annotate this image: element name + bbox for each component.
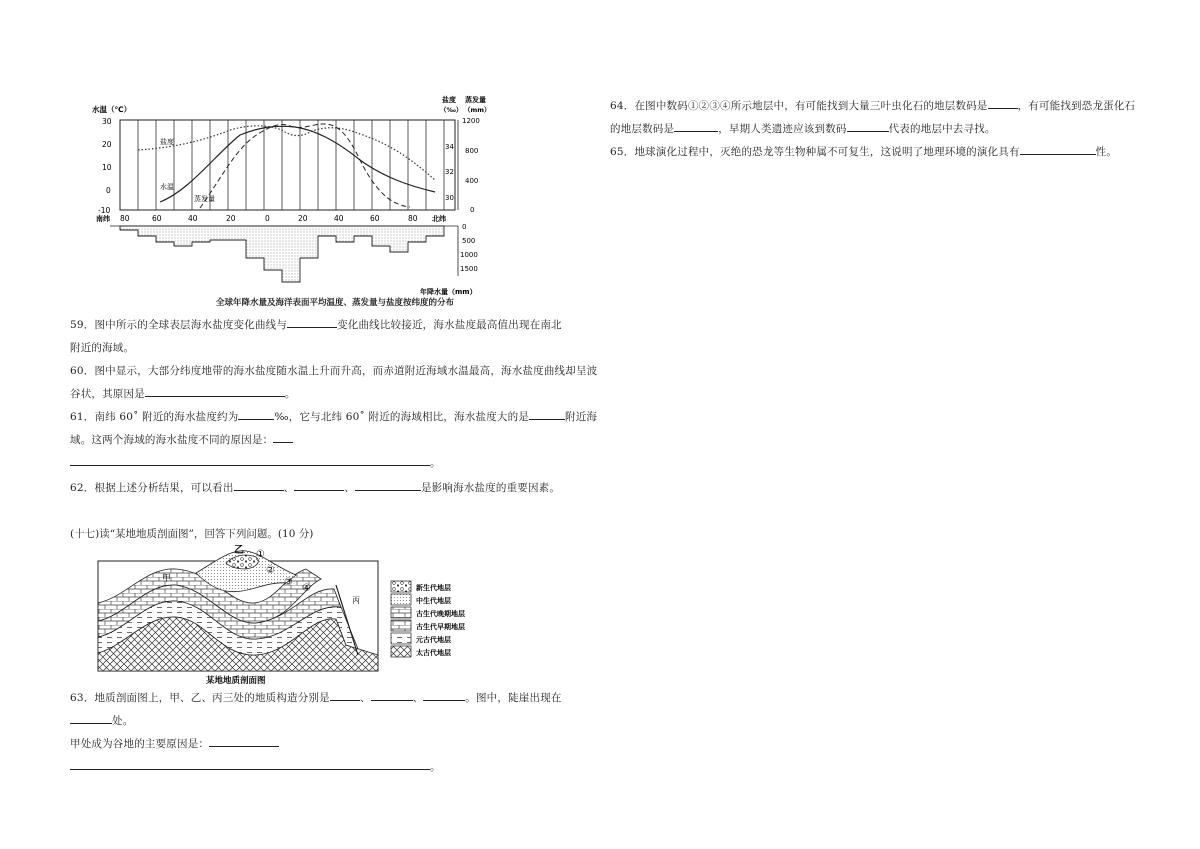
- evap-tick-label: 400: [465, 177, 479, 185]
- answer-blank[interactable]: [423, 688, 465, 701]
- answer-blank[interactable]: [209, 734, 279, 747]
- marker-1: ①: [256, 549, 265, 560]
- temperature-curve-label: 水温: [160, 183, 174, 191]
- latitude-distribution-chart: [90, 90, 510, 300]
- legend-item: 太古代地层: [416, 649, 451, 657]
- precipitation-bars: [120, 226, 444, 282]
- answer-blank[interactable]: [847, 119, 889, 132]
- answer-blank[interactable]: [287, 315, 337, 328]
- answer-blank[interactable]: [529, 407, 565, 420]
- x-tick-label: 20: [298, 214, 308, 223]
- answer-blank[interactable]: [294, 478, 344, 491]
- left-tick-label: -10: [98, 206, 111, 215]
- salinity-tick-label: 34: [445, 143, 454, 151]
- salinity-curve: [138, 126, 435, 180]
- question-59: 59．图中所示的全球表层海水盐度变化曲线与 变化曲线比较接近，海水盐度最高值出现在南北 附近的海域。: [70, 314, 600, 360]
- evap-tick-label: 800: [465, 147, 479, 155]
- left-column: [70, 90, 600, 779]
- answer-blank[interactable]: [145, 384, 285, 397]
- salinity-axis-label: 盐度: [442, 96, 456, 104]
- question-62: 62．根据上述分析结果，可以看出 、 、 是影响海水盐度的重要因素。: [70, 477, 600, 500]
- answer-blank[interactable]: [234, 478, 284, 491]
- question-64: 64．在图中数码①②③④所示地层中，有可能找到大量三叶虫化石的地层数码是 ，有可能找到恐龙蛋化石 的地层数码是 ，早期人类遗迹应该到数码 代表的地层中去寻找。: [610, 95, 1170, 141]
- evaporation-curve: [200, 124, 410, 208]
- answer-blank[interactable]: [330, 688, 360, 701]
- left-tick-label: 10: [102, 163, 112, 172]
- precip-tick-label: 1000: [460, 251, 478, 259]
- answer-blank[interactable]: [355, 478, 421, 491]
- temperature-curve: [160, 126, 435, 202]
- precip-axis-label: 年降水量（mm）: [420, 288, 477, 296]
- x-tick-label: 40: [334, 214, 344, 223]
- question-60: 60．图中显示，大部分纬度地带的海水盐度随水温上升而升高，而赤道附近海域水温最高，海水盐度曲线却呈波 谷状，其原因是 。: [70, 365, 598, 400]
- x-tick-label: 80: [408, 214, 418, 223]
- answer-blank[interactable]: [273, 430, 293, 443]
- figure2-caption: 某地地质剖面图: [206, 676, 266, 685]
- geology-legend: [391, 581, 465, 657]
- left-tick-label: 30: [102, 117, 112, 126]
- precip-tick-label: 500: [462, 237, 476, 245]
- evap-tick-label: 1200: [462, 117, 480, 125]
- answer-blank[interactable]: [70, 757, 430, 770]
- answer-blank[interactable]: [70, 453, 430, 466]
- answer-blank[interactable]: [70, 711, 112, 724]
- evaporation-curve-label: 蒸发量: [194, 195, 215, 203]
- salinity-curve-label: 盐度: [160, 138, 174, 146]
- legend-item: 新生代地层: [416, 584, 451, 592]
- legend-item: 古生代晚期地层: [416, 610, 465, 618]
- evap-axis-label: 蒸发量: [465, 96, 486, 104]
- answer-blank[interactable]: [238, 407, 274, 420]
- marker-3: ③: [284, 577, 293, 588]
- left-tick-label: 0: [106, 186, 111, 195]
- label-jia: 甲: [162, 574, 172, 584]
- label-bing: 丙: [352, 596, 360, 605]
- x-tick-label: 20: [226, 214, 236, 223]
- question-61: 61．南纬 60˚ 附近的海水盐度约为 ‰，它与北纬 60˚ 附近的海域相比，海水盐度大的是 附近海 域。这两个海域的海水盐度不同的原因是： 。: [70, 406, 600, 475]
- section-17-title: (十七)读“某地地质剖面图”，回答下列问题。(10 分): [70, 528, 314, 540]
- figure1-caption: 全球年降水量及海洋表面平均温度、蒸发量与盐度按纬度的分布: [215, 298, 454, 308]
- x-tick-label: 60: [370, 214, 380, 223]
- precip-tick-label: 0: [462, 223, 467, 231]
- legend-item: 古生代早期地层: [416, 623, 465, 631]
- x-tick-label: 0: [265, 214, 270, 223]
- south-label: 南纬: [96, 215, 110, 223]
- precip-tick-label: 1500: [460, 265, 478, 273]
- right-column: [610, 95, 1170, 164]
- left-axis-label: 水温（℃）: [92, 105, 132, 114]
- marker-2: ②: [266, 565, 275, 576]
- evap-axis-unit: （mm）: [464, 106, 491, 114]
- evap-tick-label: 0: [470, 206, 475, 214]
- legend-item: 中生代地层: [416, 597, 451, 605]
- salinity-axis-unit: （‰）: [440, 106, 463, 114]
- answer-blank[interactable]: [988, 96, 1018, 109]
- question-65: 65．地球演化过程中，灭绝的恐龙等生物种属不可复生，这说明了地理环境的演化具有 性。: [610, 141, 1170, 164]
- x-tick-label: 40: [188, 214, 198, 223]
- marker-4: ④: [302, 583, 311, 594]
- question-63: 63．地质剖面图上，甲、乙、丙三处的地质构造分别是 、 、 。图中，陡崖出现在处。 甲处成为谷地的主要原因是： 。: [70, 687, 600, 779]
- legend-item: 元古代地层: [416, 636, 451, 644]
- geologic-section-figure: [96, 545, 526, 685]
- answer-blank[interactable]: [1020, 142, 1096, 155]
- salinity-tick-label: 32: [445, 168, 454, 176]
- north-label: 北纬: [432, 215, 446, 223]
- salinity-tick-label: 30: [445, 194, 454, 202]
- label-yi: 乙: [234, 545, 244, 556]
- x-tick-label: 80: [120, 214, 130, 223]
- left-tick-label: 20: [102, 140, 112, 149]
- answer-blank[interactable]: [674, 119, 718, 132]
- x-tick-label: 60: [152, 214, 162, 223]
- answer-blank[interactable]: [371, 688, 413, 701]
